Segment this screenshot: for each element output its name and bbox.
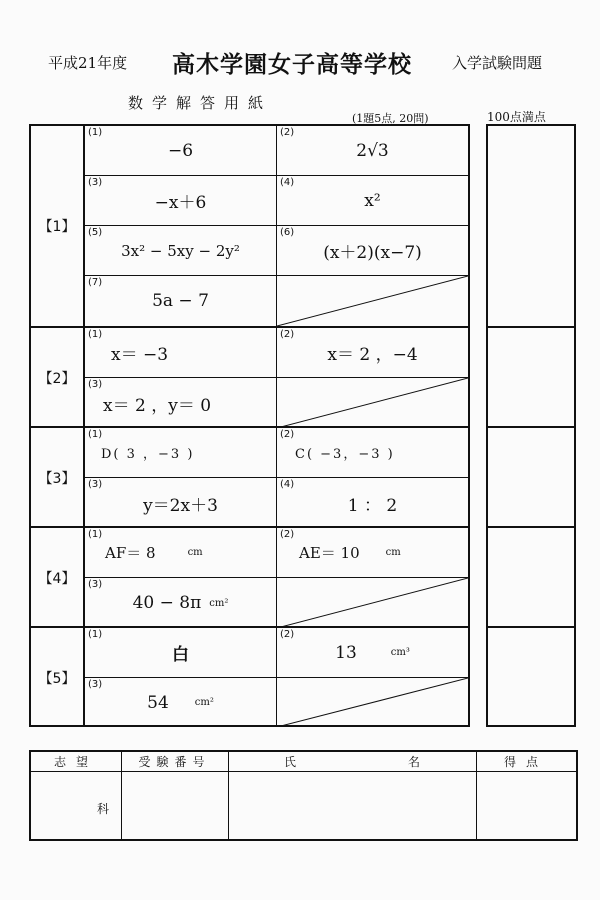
answer-text: x² xyxy=(364,190,381,211)
answer-cell[interactable]: (1) D( 3 ，−3 ) xyxy=(85,428,277,478)
answer-cell[interactable]: (3) −x＋6 xyxy=(85,176,277,226)
school-name: 高木学園女子高等学校 xyxy=(172,52,412,78)
points-note: (1題5点, 20問) xyxy=(352,112,429,125)
header-score: 得点 xyxy=(476,752,576,772)
section-label: 【4】 xyxy=(38,571,76,587)
answer-text: x＝ −3 xyxy=(111,345,169,365)
blank-cell xyxy=(277,276,468,326)
score-box-4[interactable] xyxy=(488,526,574,628)
answer-cell[interactable]: (3) 54 cm² xyxy=(85,678,277,727)
section-label: 【3】 xyxy=(38,471,76,487)
answer-text: C( −3，−3 ) xyxy=(295,447,395,462)
unit-text: cm² xyxy=(194,697,214,708)
unit-text: cm³ xyxy=(390,647,410,658)
score-column xyxy=(486,124,576,727)
section-label: 【1】 xyxy=(38,219,76,235)
answer-cell[interactable]: (2) C( −3，−3 ) xyxy=(277,428,468,478)
course-suffix: 科 xyxy=(97,802,110,816)
answer-cell[interactable]: (5) 3x² − 5xy − 2y² xyxy=(85,226,277,276)
section-3 xyxy=(31,426,468,528)
answer-text: 3x² − 5xy − 2y² xyxy=(121,241,240,260)
score-box-1[interactable] xyxy=(488,126,574,326)
section-label: 【2】 xyxy=(38,371,76,387)
answer-text: y＝2x＋3 xyxy=(143,495,218,516)
answer-cell[interactable]: (6) (x＋2)(x−7) xyxy=(277,226,468,276)
score-box-2[interactable] xyxy=(488,326,574,428)
answer-text: −6 xyxy=(167,140,194,161)
answer-cell[interactable]: (3) y＝2x＋3 xyxy=(85,478,277,528)
answer-text: x＝ 2 ，−4 xyxy=(327,345,418,365)
answer-text: −x＋6 xyxy=(154,193,207,213)
blank-cell xyxy=(277,678,468,727)
header-exam-number: 受験番号 xyxy=(121,752,228,772)
answer-cell[interactable]: (7) 5a − 7 xyxy=(85,276,277,326)
answer-grid xyxy=(29,124,470,727)
answer-text: AE＝ 10 xyxy=(299,544,360,562)
section-2 xyxy=(31,326,468,428)
answer-text: 1 ： 2 xyxy=(347,495,398,516)
answer-cell[interactable]: (3) x＝ 2 ，y＝ 0 xyxy=(85,378,277,428)
answer-text: 2√3 xyxy=(356,140,389,161)
unit-text: cm xyxy=(187,547,203,558)
blank-cell xyxy=(277,578,468,628)
diagonal-line xyxy=(277,678,468,727)
unit-text: cm² xyxy=(209,597,229,609)
answer-cell[interactable]: (2) 13 cm³ xyxy=(277,628,468,678)
blank-cell xyxy=(277,378,468,428)
section-1 xyxy=(31,126,468,326)
section-5 xyxy=(31,626,468,727)
answer-text: 5a − 7 xyxy=(152,291,209,311)
answer-text: (x＋2)(x−7) xyxy=(323,243,422,263)
answer-cell[interactable]: (3) 40 − 8π cm² xyxy=(85,578,277,628)
student-info-table xyxy=(29,750,578,841)
answer-cell[interactable]: (1) 白 xyxy=(85,628,277,678)
unit-text: cm xyxy=(385,547,401,558)
answer-cell[interactable]: (1) −6 xyxy=(85,126,277,176)
answer-cell[interactable]: (2) 2√3 xyxy=(277,126,468,176)
section-label: 【5】 xyxy=(38,670,76,687)
answer-text: 40 − 8π xyxy=(132,593,202,613)
answer-text: 54 xyxy=(147,692,169,713)
sheet-title: 数学解答用紙 xyxy=(128,94,273,112)
answer-cell[interactable]: (4) 1 ： 2 xyxy=(277,478,468,528)
answer-text: x＝ 2 ，y＝ 0 xyxy=(103,395,212,416)
answer-cell[interactable]: (1) x＝ −3 xyxy=(85,328,277,378)
answer-text: 白 xyxy=(172,645,189,665)
diagonal-line xyxy=(277,378,468,428)
header-name: 氏 名 xyxy=(228,752,476,772)
answer-text: D( 3 ，−3 ) xyxy=(101,447,195,462)
answer-cell[interactable]: (1) AF＝ 8 cm xyxy=(85,528,277,578)
score-box-3[interactable] xyxy=(488,426,574,528)
answer-text: AF＝ 8 xyxy=(105,544,156,562)
exam-title: 入学試験問題 xyxy=(452,54,543,72)
answer-cell[interactable]: (4) x² xyxy=(277,176,468,226)
diagonal-line xyxy=(277,276,468,326)
total-points: 100点満点 xyxy=(487,110,546,124)
header-desired-course: 志望 xyxy=(31,752,121,772)
answer-text: 13 xyxy=(335,642,357,663)
answer-cell[interactable]: (2) AE＝ 10 cm xyxy=(277,528,468,578)
section-4 xyxy=(31,526,468,628)
diagonal-line xyxy=(277,578,468,628)
header-year: 平成21年度 xyxy=(48,54,128,72)
answer-cell[interactable]: (2) x＝ 2 ，−4 xyxy=(277,328,468,378)
score-box-5[interactable] xyxy=(488,626,574,727)
